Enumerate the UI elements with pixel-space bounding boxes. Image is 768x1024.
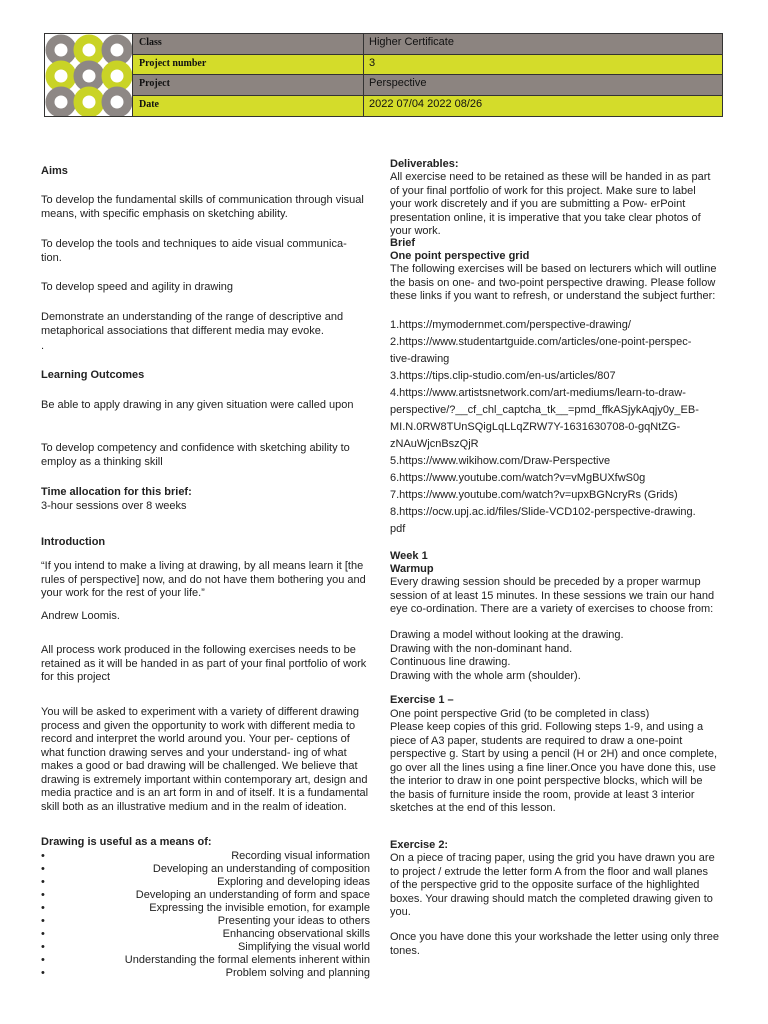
introduction-heading: Introduction — [41, 536, 106, 548]
aims-paragraph: To develop speed and agility in drawing — [41, 281, 234, 293]
aims-paragraph: Demonstrate an understanding of the range of descriptive and metaphorical associations that different media may evoke. — [41, 311, 344, 337]
introduction-paragraph: All process work produced in the following exercises needs to be retained as it will be handed in as part of your final portfolio of work for this project — [41, 644, 367, 683]
reference-link[interactable]: 1.https://mymodernmet.com/perspective-drawing/ — [390, 319, 631, 331]
grid-heading: One point perspective grid — [390, 250, 530, 262]
header-key: Class — [133, 34, 364, 54]
list-item-text: Simplifying the visual world — [237, 941, 370, 953]
list-item — [41, 941, 370, 954]
list-item — [41, 876, 370, 889]
reference-link[interactable]: 5.https://www.wikihow.com/Draw-Perspective — [390, 455, 611, 467]
bullet: • — [41, 902, 45, 914]
header-row-project — [132, 75, 722, 96]
introduction-quote: “If you intend to make a living at drawing, by all means learn it [the rules of perspective] now, and do not have them bothering you and your work for the rest of your life.” — [41, 560, 366, 599]
bullet: • — [41, 941, 45, 953]
learning-outcome: To develop competency and confidence with sketching ability to employ as a thinking skill — [41, 442, 350, 468]
list-item-text: Exploring and developing ideas — [217, 876, 370, 888]
drawing-useful-heading: Drawing is useful as a means of: — [41, 836, 212, 848]
reference-link[interactable]: tive-drawing — [390, 353, 450, 365]
bullet: • — [41, 954, 45, 966]
time-allocation-text: 3-hour sessions over 8 weeks — [41, 500, 187, 512]
reference-link[interactable]: 2.https://www.studentartguide.com/articles/one-point-perspec- — [390, 336, 692, 348]
warmup-item: Drawing with the whole arm (shoulder). — [390, 669, 581, 682]
time-allocation-heading: Time allocation for this brief: — [41, 486, 192, 498]
header-key: Date — [133, 96, 364, 117]
list-item — [41, 850, 370, 863]
gdc-logo — [45, 34, 132, 116]
header-value: 2022 07/04 2022 08/26 — [364, 96, 722, 117]
reference-link[interactable]: 4.https://www.artistsnetwork.com/art-mediums/learn-to-draw- — [390, 387, 686, 399]
exercise-1-heading: Exercise 1 – — [390, 694, 454, 706]
reference-link[interactable]: perspective/?__cf_chl_captcha_tk__=pmd_ffkASjykAqjy0y_EB- — [390, 404, 699, 416]
header-key: Project number — [133, 55, 364, 75]
header-row-date — [132, 96, 722, 117]
reference-link[interactable]: 7.https://www.youtube.com/watch?v=upxBGNcryRs (Grids) — [390, 489, 678, 501]
links-list — [390, 317, 720, 538]
bullet: • — [41, 967, 45, 979]
reference-link[interactable]: 3.https://tips.clip-studio.com/en-us/articles/807 — [390, 370, 616, 382]
warmup-text: Every drawing session should be preceded by a proper warmup session of at least 15 minutes. In these sessions we train our hand eye co-ordination. There are a variety of exercises to choose from: — [390, 576, 715, 615]
header-row-class — [132, 34, 722, 55]
list-item-text: Understanding the formal elements inherent within — [124, 954, 370, 966]
bullet: • — [41, 850, 45, 862]
bullet: • — [41, 928, 45, 940]
warmup-item: Drawing with the non-dominant hand. — [390, 642, 573, 655]
list-item-text: Developing an understanding of composition — [152, 863, 370, 875]
list-item-text: Developing an understanding of form and space — [135, 889, 370, 901]
aims-paragraph: To develop the tools and techniques to aide visual communica- — [41, 238, 347, 250]
warmup-list — [390, 629, 720, 683]
drawing-uses-list — [41, 850, 370, 980]
reference-link[interactable]: 8.https://ocw.upj.ac.id/files/Slide-VCD102-perspective-drawing. — [390, 506, 696, 518]
header-value: Perspective — [364, 75, 722, 95]
learning-outcome: Be able to apply drawing in any given situation were called upon — [41, 399, 354, 411]
week-heading: Week 1 — [390, 550, 428, 562]
learning-outcomes-heading: Learning Outcomes — [41, 369, 145, 381]
reference-link[interactable]: pdf — [390, 523, 406, 535]
reference-link[interactable]: zNAuWjcnBszQjR — [390, 438, 479, 450]
list-item — [41, 928, 370, 941]
bullet: • — [41, 876, 45, 888]
list-item-text: Problem solving and planning — [225, 967, 370, 979]
reference-link[interactable]: MI.N.0RW8TUnSQigLqLLqZRW7Y-1631630708-0-gqNtZG- — [390, 421, 681, 433]
list-item — [41, 889, 370, 902]
brief-heading: Brief — [390, 237, 416, 249]
exercise-1-text: Please keep copies of this grid. Following steps 1-9, and using a piece of A3 paper, students are required to draw a one-point perspective g. Start by using a pencil (H or 2H) and once complete, go over all the lines using a fine liner.Once you have done this, use the interior to draw in one point perspective blocks, which will be the basis of furniture inside the room, provide at least 3 interior sketches at the end of this lesson. — [390, 721, 718, 814]
list-item — [41, 863, 370, 876]
list-item-text: Enhancing observational skills — [222, 928, 370, 940]
bullet: • — [41, 863, 45, 875]
list-item-text: Expressing the invisible emotion, for example — [149, 902, 370, 914]
warmup-item: Drawing a model without looking at the drawing. — [390, 629, 624, 641]
header-table — [44, 33, 723, 117]
list-item — [41, 967, 370, 980]
grid-text: The following exercises will be based on lecturers which will outline the basis on one- and two-point perspective drawing. Please follow these links if you want to refresh, or understand the subject further: — [390, 263, 717, 302]
bullet: • — [41, 915, 45, 927]
exercise-2-heading: Exercise 2: — [390, 839, 449, 851]
deliverables-heading: Deliverables: — [390, 158, 459, 170]
exercise-2-text: On a piece of tracing paper, using the grid you have drawn you are to project / extrude the letter form A from the floor and wall planes of the perspective grid to the opposite surface of the highlighted boxes. Your drawing should match the completed drawing given to you. — [390, 852, 715, 918]
exercise-1-subheading: One point perspective Grid (to be completed in class) — [390, 708, 650, 720]
aims-paragraph: tion. — [41, 252, 62, 264]
aims-dot: . — [41, 340, 45, 352]
deliverables-text: All exercise need to be retained as these will be handed in as part of your final portfolio of work for this project. Make sure to label your work discretely and if you are submitting a Pow- erPoint presentation online, it is imperative that you take clear photos of your work. — [390, 171, 711, 237]
list-item — [41, 902, 370, 915]
header-value: 3 — [364, 55, 722, 75]
warmup-heading: Warmup — [390, 563, 434, 575]
list-item — [41, 954, 370, 967]
exercise-2-text: Once you have done this your workshade the letter using only three tones. — [390, 931, 719, 957]
aims-paragraph: To develop the fundamental skills of communication through visual means, with specific emphasis on sketching ability. — [41, 194, 364, 220]
introduction-paragraph: You will be asked to experiment with a variety of different drawing process and given the opportunity to work with different media to record and interpret the world around you. Your per- ceptions of what function drawing serves and your understand- ing of what makes a good or bad drawing will be challenged. We believe that drawing is extremely important within contemporary art, design and media practice and is an art form in and of itself. It is a fundamental skill both as an illustrative medium and in the realm of ideation. — [41, 706, 369, 813]
aims-heading: Aims — [41, 165, 68, 177]
reference-link[interactable]: 6.https://www.youtube.com/watch?v=vMgBUXfwS0g — [390, 472, 646, 484]
list-item-text: Recording visual information — [231, 850, 370, 862]
header-key: Project — [133, 75, 364, 95]
warmup-item: Continuous line drawing. — [390, 656, 511, 668]
list-item-text: Presenting your ideas to others — [217, 915, 370, 927]
header-value: Higher Certificate — [364, 34, 722, 54]
header-row-project-number — [132, 55, 722, 76]
bullet: • — [41, 889, 45, 901]
list-item — [41, 915, 370, 928]
quote-author: Andrew Loomis. — [41, 610, 120, 622]
